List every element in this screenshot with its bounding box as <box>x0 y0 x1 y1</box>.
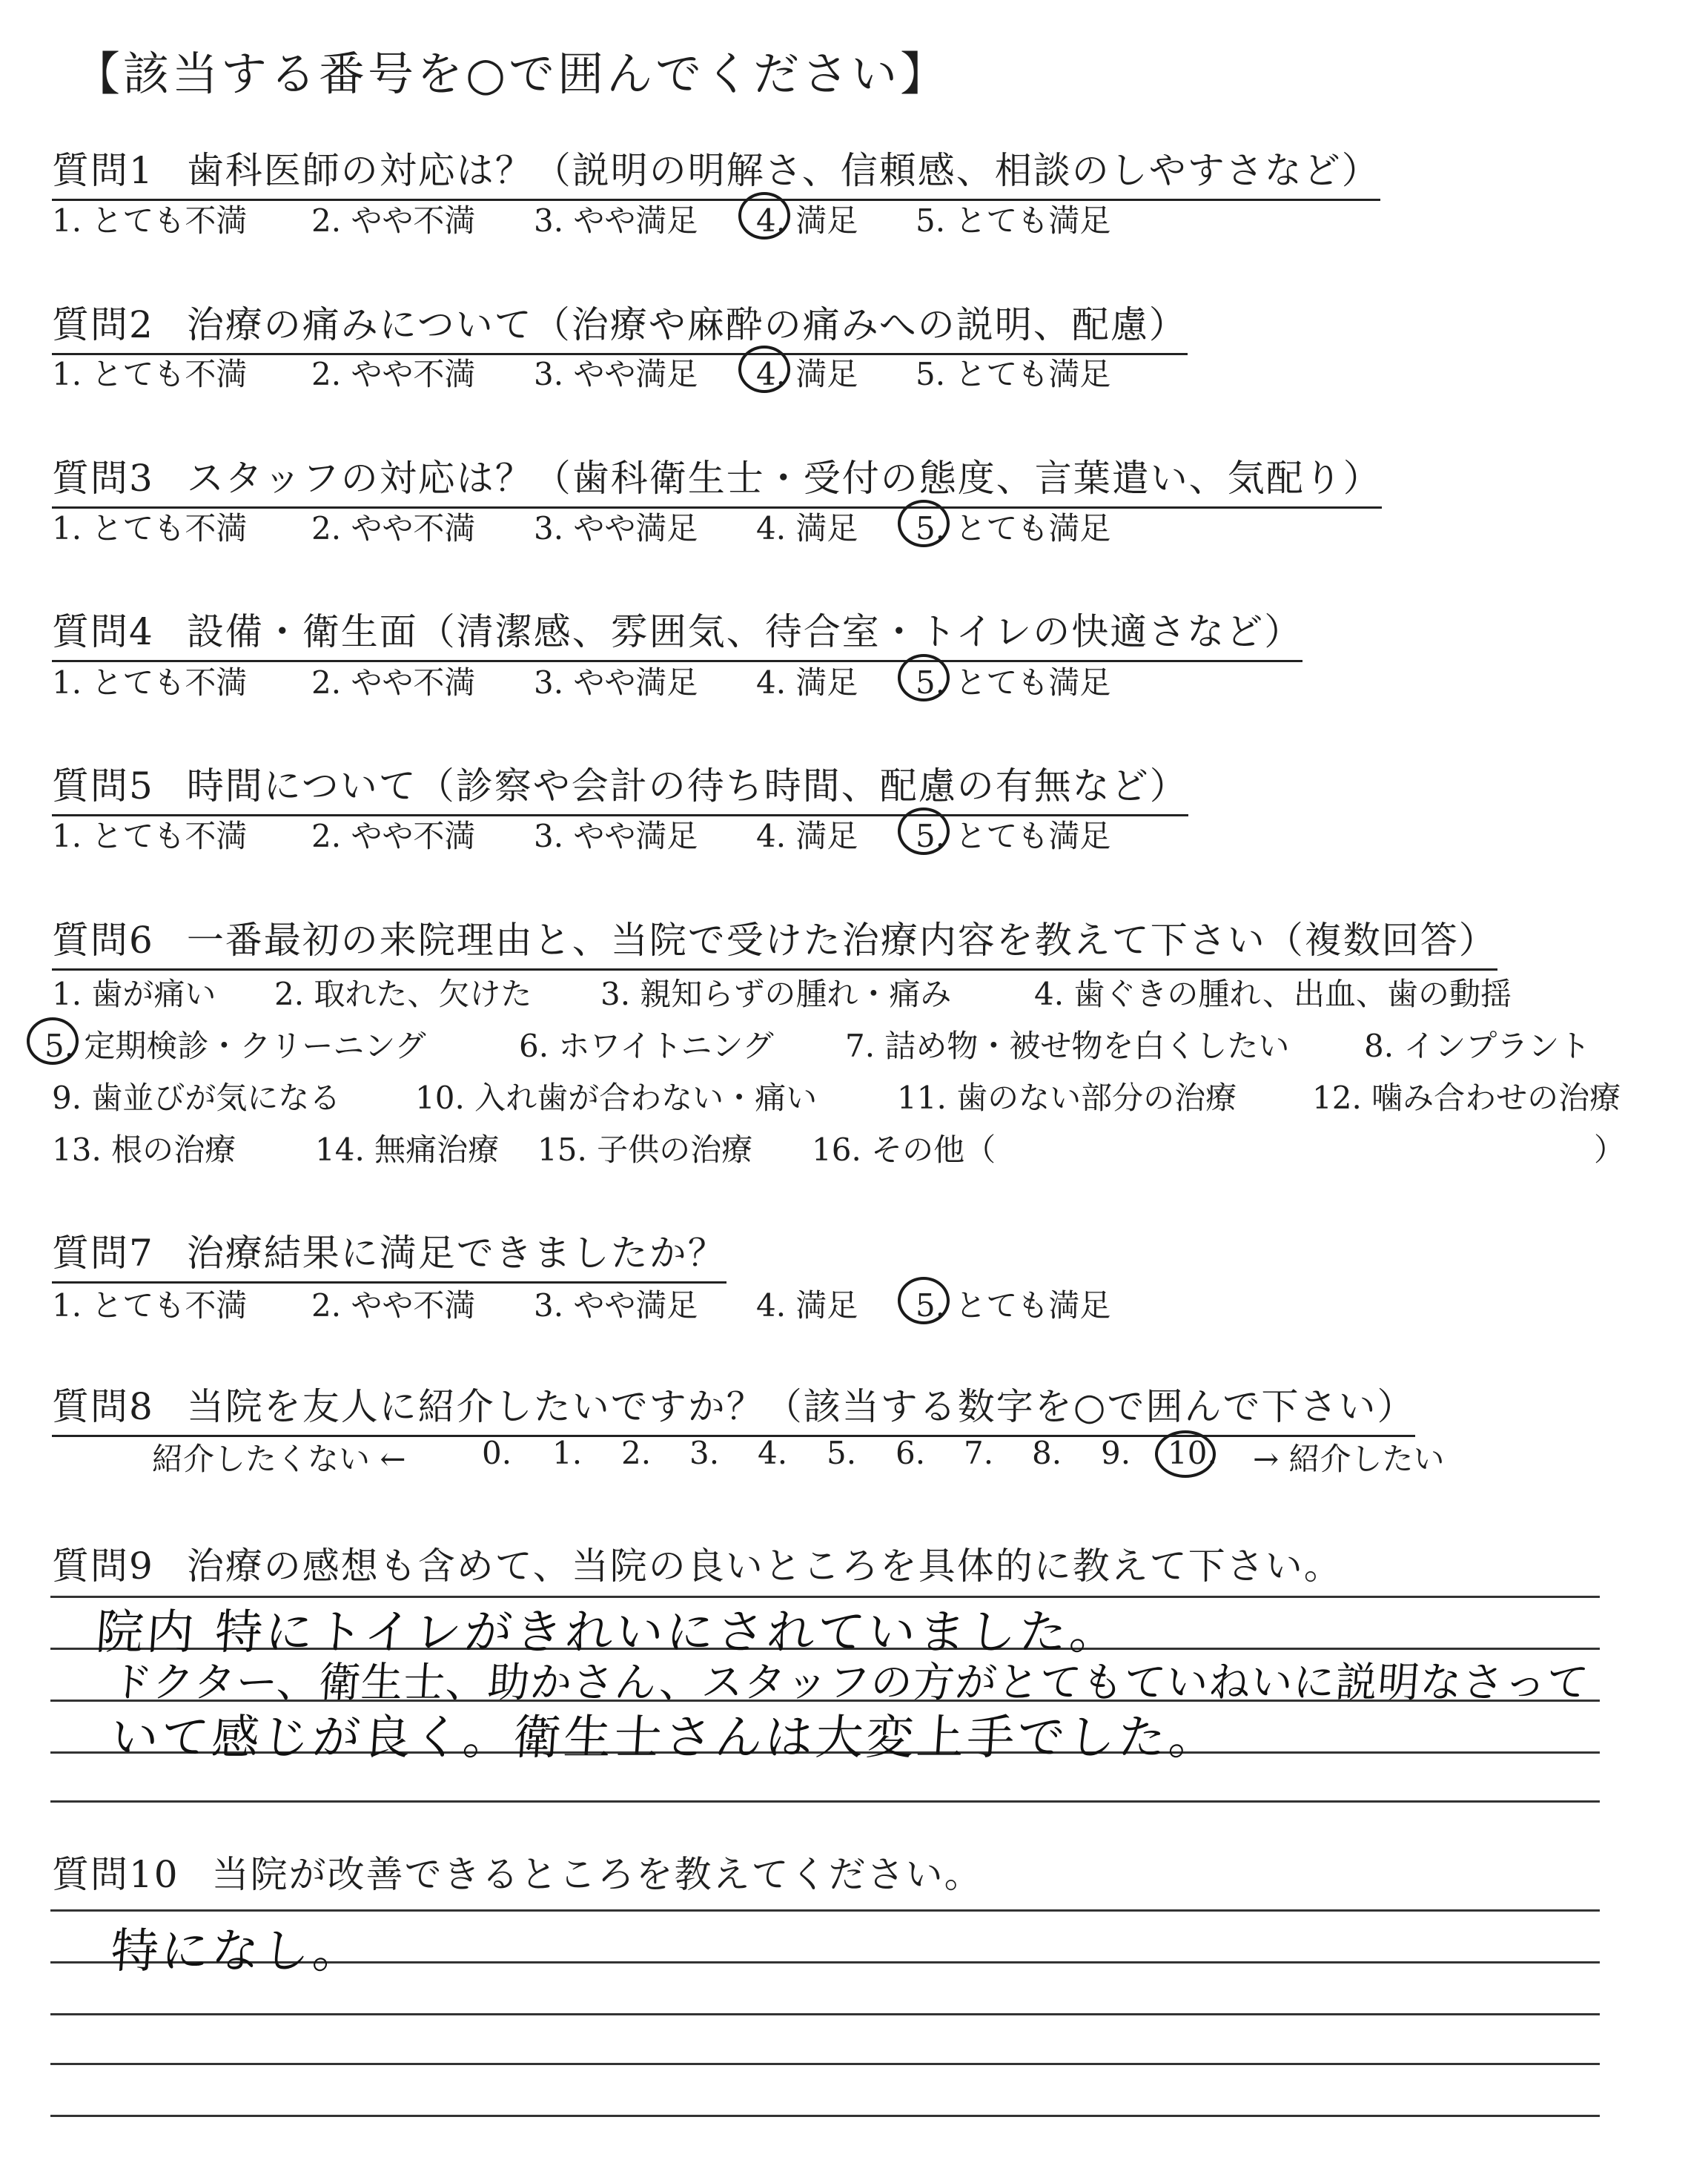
q8-option-7[interactable]: 7. <box>964 1435 994 1471</box>
q2-option-1[interactable]: 1. とても不満 <box>52 356 248 392</box>
q8-left-label: 紹介したくない ← <box>152 1441 406 1477</box>
question-7-text: 治療結果に満足できましたか？ <box>186 1232 726 1275</box>
q4-option-4[interactable]: 4. 満足 <box>756 664 858 701</box>
q5-option-4[interactable]: 4. 満足 <box>756 818 858 854</box>
q8-option-4[interactable]: 4. <box>758 1435 788 1471</box>
question-9-number: 質問9 <box>52 1545 154 1588</box>
q5-option-2[interactable]: 2. やや不満 <box>311 818 476 854</box>
q10-answer-rule-3 <box>50 2013 1600 2015</box>
question-2-number: 質問2 <box>52 303 154 346</box>
q6-option-16-close: ） <box>1594 1132 1626 1168</box>
q6-option-5[interactable]: 5. 定期検診・クリーニング <box>44 1028 426 1064</box>
question-2-text: 治療の痛みについて（治療や麻酔の痛みへの説明、配慮） <box>186 303 1188 346</box>
q8-option-8[interactable]: 8. <box>1032 1435 1062 1471</box>
question-5-text: 時間について（診察や会計の待ち時間、配慮の有無など） <box>186 764 1188 807</box>
q5-selection-circle <box>898 807 950 855</box>
q6-option-14[interactable]: 14. 無痛治療 <box>315 1132 500 1168</box>
q1-option-4[interactable]: 4. 満足 <box>756 202 858 239</box>
q5-option-1[interactable]: 1. とても不満 <box>52 818 248 854</box>
q6-selection-circle <box>27 1017 79 1065</box>
q6-option-9[interactable]: 9. 歯並びが気になる <box>52 1080 341 1116</box>
q6-option-11[interactable]: 11. 歯のない部分の治療 <box>897 1080 1237 1116</box>
question-8-number: 質問8 <box>52 1385 154 1428</box>
question-4-heading <box>52 602 1302 662</box>
q8-option-5[interactable]: 5. <box>827 1435 857 1471</box>
q8-option-3[interactable]: 3. <box>689 1435 720 1471</box>
question-6-heading <box>52 911 1497 971</box>
question-2-heading <box>52 295 1188 355</box>
q6-option-13[interactable]: 13. 根の治療 <box>52 1132 236 1168</box>
q8-option-0[interactable]: 0. <box>482 1435 512 1471</box>
question-8-heading <box>52 1377 1415 1437</box>
q8-option-9[interactable]: 9. <box>1101 1435 1131 1471</box>
q10-handwritten-line-1[interactable]: 特になし。 <box>108 1924 365 1979</box>
question-4-number: 質問4 <box>52 610 154 653</box>
question-9-text: 治療の感想も含めて、当院の良いところを具体的に教えて下さい。 <box>186 1545 1343 1588</box>
q6-option-1[interactable]: 1. 歯が痛い <box>52 976 216 1012</box>
question-1-text: 歯科医師の対応は？（説明の明解さ、信頼感、相談のしやすさなど） <box>186 149 1380 192</box>
q8-selection-circle <box>1155 1430 1216 1478</box>
q4-option-3[interactable]: 3. やや満足 <box>534 664 698 701</box>
q2-selection-circle <box>738 346 790 393</box>
q9-handwritten-line-3[interactable]: いて感じが良く。衛生士さんは大変上手でした。 <box>108 1711 1221 1766</box>
q6-option-7[interactable]: 7. 詰め物・被せ物を白くしたい <box>845 1028 1290 1064</box>
q4-selection-circle <box>898 654 950 701</box>
q6-option-16[interactable]: 16. その他（ <box>812 1132 996 1168</box>
q9-handwritten-line-1[interactable]: 院内 特にトイレがきれいにされていました。 <box>93 1605 1122 1660</box>
q8-right-label: → 紹介したい <box>1253 1441 1445 1477</box>
q8-option-10[interactable]: 10. <box>1168 1435 1217 1471</box>
q5-option-3[interactable]: 3. やや満足 <box>534 818 698 854</box>
q6-option-8[interactable]: 8. インプラント <box>1364 1028 1591 1064</box>
q3-option-4[interactable]: 4. 満足 <box>756 510 858 546</box>
question-5-number: 質問5 <box>52 764 154 807</box>
q9-answer-rule-5 <box>50 1800 1600 1803</box>
question-8-text: 当院を友人に紹介したいですか？（該当する数字を○で囲んで下さい） <box>186 1385 1416 1428</box>
q8-option-1[interactable]: 1. <box>552 1435 583 1471</box>
q6-option-3[interactable]: 3. 親知らずの腫れ・痛み <box>600 976 952 1012</box>
q6-option-4[interactable]: 4. 歯ぐきの腫れ、出血、歯の動揺 <box>1034 976 1512 1012</box>
q2-option-2[interactable]: 2. やや不満 <box>311 356 476 392</box>
question-10-text: 当院が改善できるところを教えてください。 <box>211 1853 983 1896</box>
q4-option-5[interactable]: 5. とても満足 <box>916 664 1111 701</box>
q3-selection-circle <box>898 500 950 547</box>
q1-option-1[interactable]: 1. とても不満 <box>52 202 248 239</box>
q8-option-6[interactable]: 6. <box>896 1435 926 1471</box>
question-1-heading <box>52 141 1380 201</box>
q2-option-5[interactable]: 5. とても満足 <box>916 356 1111 392</box>
question-3-number: 質問3 <box>52 457 154 500</box>
question-6-text: 一番最初の来院理由と、当院で受けた治療内容を教えて下さい（複数回答） <box>186 919 1497 962</box>
question-7-heading <box>52 1223 726 1284</box>
q6-option-6[interactable]: 6. ホワイトニング <box>519 1028 774 1064</box>
q2-option-4[interactable]: 4. 満足 <box>756 356 858 392</box>
q6-option-2[interactable]: 2. 取れた、欠けた <box>274 976 532 1012</box>
q10-answer-rule-4 <box>50 2063 1600 2065</box>
question-5-heading <box>52 756 1188 816</box>
q2-option-3[interactable]: 3. やや満足 <box>534 356 698 392</box>
q4-option-2[interactable]: 2. やや不満 <box>311 664 476 701</box>
question-10-heading <box>52 1845 983 1898</box>
q3-option-5[interactable]: 5. とても満足 <box>916 510 1111 546</box>
q1-option-3[interactable]: 3. やや満足 <box>534 202 698 239</box>
question-3-text: スタッフの対応は？（歯科衛生士・受付の態度、言葉遣い、気配り） <box>186 457 1382 500</box>
q1-selection-circle <box>738 192 790 240</box>
q7-selection-circle <box>898 1277 950 1324</box>
question-4-text: 設備・衛生面（清潔感、雰囲気、待合室・トイレの快適さなど） <box>186 610 1303 653</box>
q7-option-2[interactable]: 2. やや不満 <box>311 1287 476 1324</box>
question-9-heading <box>52 1536 1343 1590</box>
q6-option-10[interactable]: 10. 入れ歯が合わない・痛い <box>415 1080 818 1116</box>
q6-option-15[interactable]: 15. 子供の治療 <box>537 1132 753 1168</box>
q10-answer-rule-1 <box>50 1909 1600 1912</box>
q5-option-5[interactable]: 5. とても満足 <box>916 818 1111 854</box>
question-6-number: 質問6 <box>52 919 154 962</box>
q10-answer-rule-5 <box>50 2115 1600 2117</box>
q4-option-1[interactable]: 1. とても不満 <box>52 664 248 701</box>
question-3-heading <box>52 449 1382 509</box>
q3-option-2[interactable]: 2. やや不満 <box>311 510 476 546</box>
q7-option-1[interactable]: 1. とても不満 <box>52 1287 248 1324</box>
question-7-number: 質問7 <box>52 1232 154 1275</box>
q7-option-3[interactable]: 3. やや満足 <box>534 1287 698 1324</box>
question-1-number: 質問1 <box>52 149 154 192</box>
q6-option-12[interactable]: 12. 噛み合わせの治療 <box>1312 1080 1621 1116</box>
q1-option-2[interactable]: 2. やや不満 <box>311 202 476 239</box>
q8-option-2[interactable]: 2. <box>621 1435 652 1471</box>
q3-option-3[interactable]: 3. やや満足 <box>534 510 698 546</box>
q3-option-1[interactable]: 1. とても不満 <box>52 510 248 546</box>
q7-option-4[interactable]: 4. 満足 <box>756 1287 858 1324</box>
q9-handwritten-line-2[interactable]: ドクター、衛生士、助かさん、スタッフの方がとてもていねいに説明なさって <box>109 1659 1591 1707</box>
question-10-number: 質問10 <box>52 1853 179 1896</box>
page-title: 【該当する番号を○で囲んでください】 <box>74 47 950 101</box>
q1-option-5[interactable]: 5. とても満足 <box>916 202 1111 239</box>
q7-option-5[interactable]: 5. とても満足 <box>916 1287 1111 1324</box>
